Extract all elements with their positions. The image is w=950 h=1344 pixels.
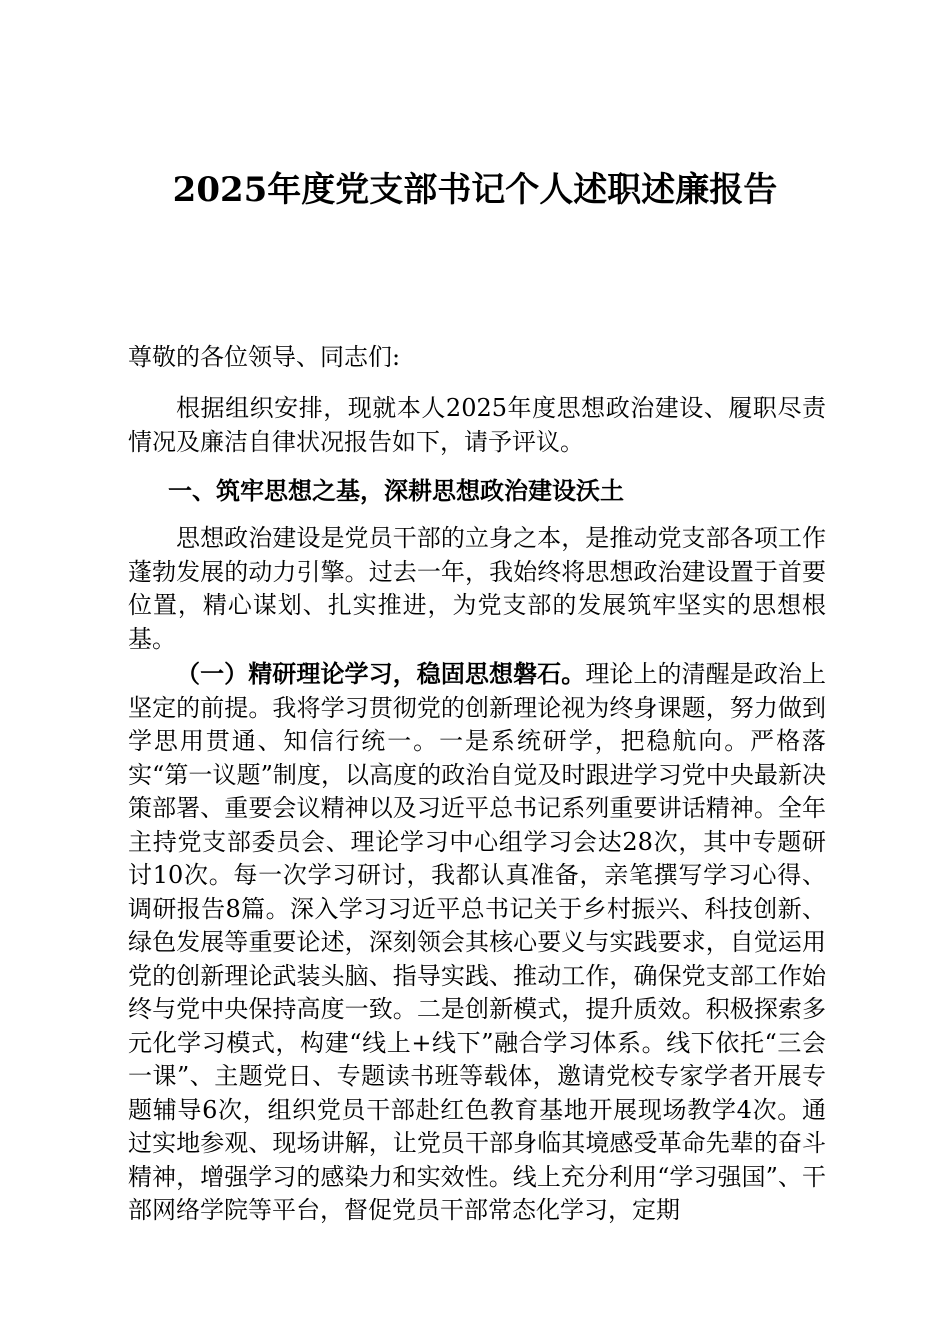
subsection-heading-1: （一）精研理论学习，稳固思想磐石。 bbox=[176, 659, 586, 688]
section-heading-1: 一、筑牢思想之基，深耕思想政治建设沃土 bbox=[168, 476, 624, 505]
section-1-paragraph: 思想政治建设是党员干部的立身之本，是推动党支部各项工作蓬勃发展的动力引擎。过去一年，我始终将思想政治建设置于首要位置，精心谋划、扎实推进，为党支部的发展筑牢坚实的思想根基。 bbox=[128, 524, 826, 653]
intro-paragraph: 根据组织安排，现就本人2025年度思想政治建设、履职尽责情况及廉洁自律状况报告如下，请予评议。 bbox=[128, 394, 826, 456]
subsection-1-body: 理论上的清醒是政治上坚定的前提。我将学习贯彻党的创新理论视为终身课题，努力做到学思用贯通、知信行统一。一是系统研学，把稳航向。严格落实“第一议题”制度，以高度的政治自觉及时跟进学习党中央最新决策部署、重要会议精神以及习近平总书记系列重要讲话精神。全年主持党支部委员会、理论学习中心组学习会达28次，其中专题研讨10次。每一次学习研讨，我都认真准备，亲笔撰写学习心得、调研报告8篇。深入学习习近平总书记关于乡村振兴、科技创新、绿色发展等重要论述，深刻领会其核心要义与实践要求，自觉运用党的创新理论武装头脑、指导实践、推动工作，确保党支部工作始终与党中央保持高度一致。二是创新模式，提升质效。积极探索多元化学习模式，构建“线上+线下”融合学习体系。线下依托“三会一课”、主题党日、专题读书班等载体，邀请党校专家学者开展专题辅导6次，组织党员干部赴红色教育基地开展现场教学4次。通过实地参观、现场讲解，让党员干部身临其境感受革命先辈的奋斗精神，增强学习的感染力和实效性。线上充分利用“学习强国”、干部网络学院等平台，督促党员干部常态化学习，定期 bbox=[128, 660, 827, 1224]
document-title: 2025年度党支部书记个人述职述廉报告 bbox=[172, 170, 778, 210]
subsection-1-paragraph bbox=[128, 657, 826, 1228]
salutation: 尊敬的各位领导、同志们: bbox=[128, 343, 401, 371]
